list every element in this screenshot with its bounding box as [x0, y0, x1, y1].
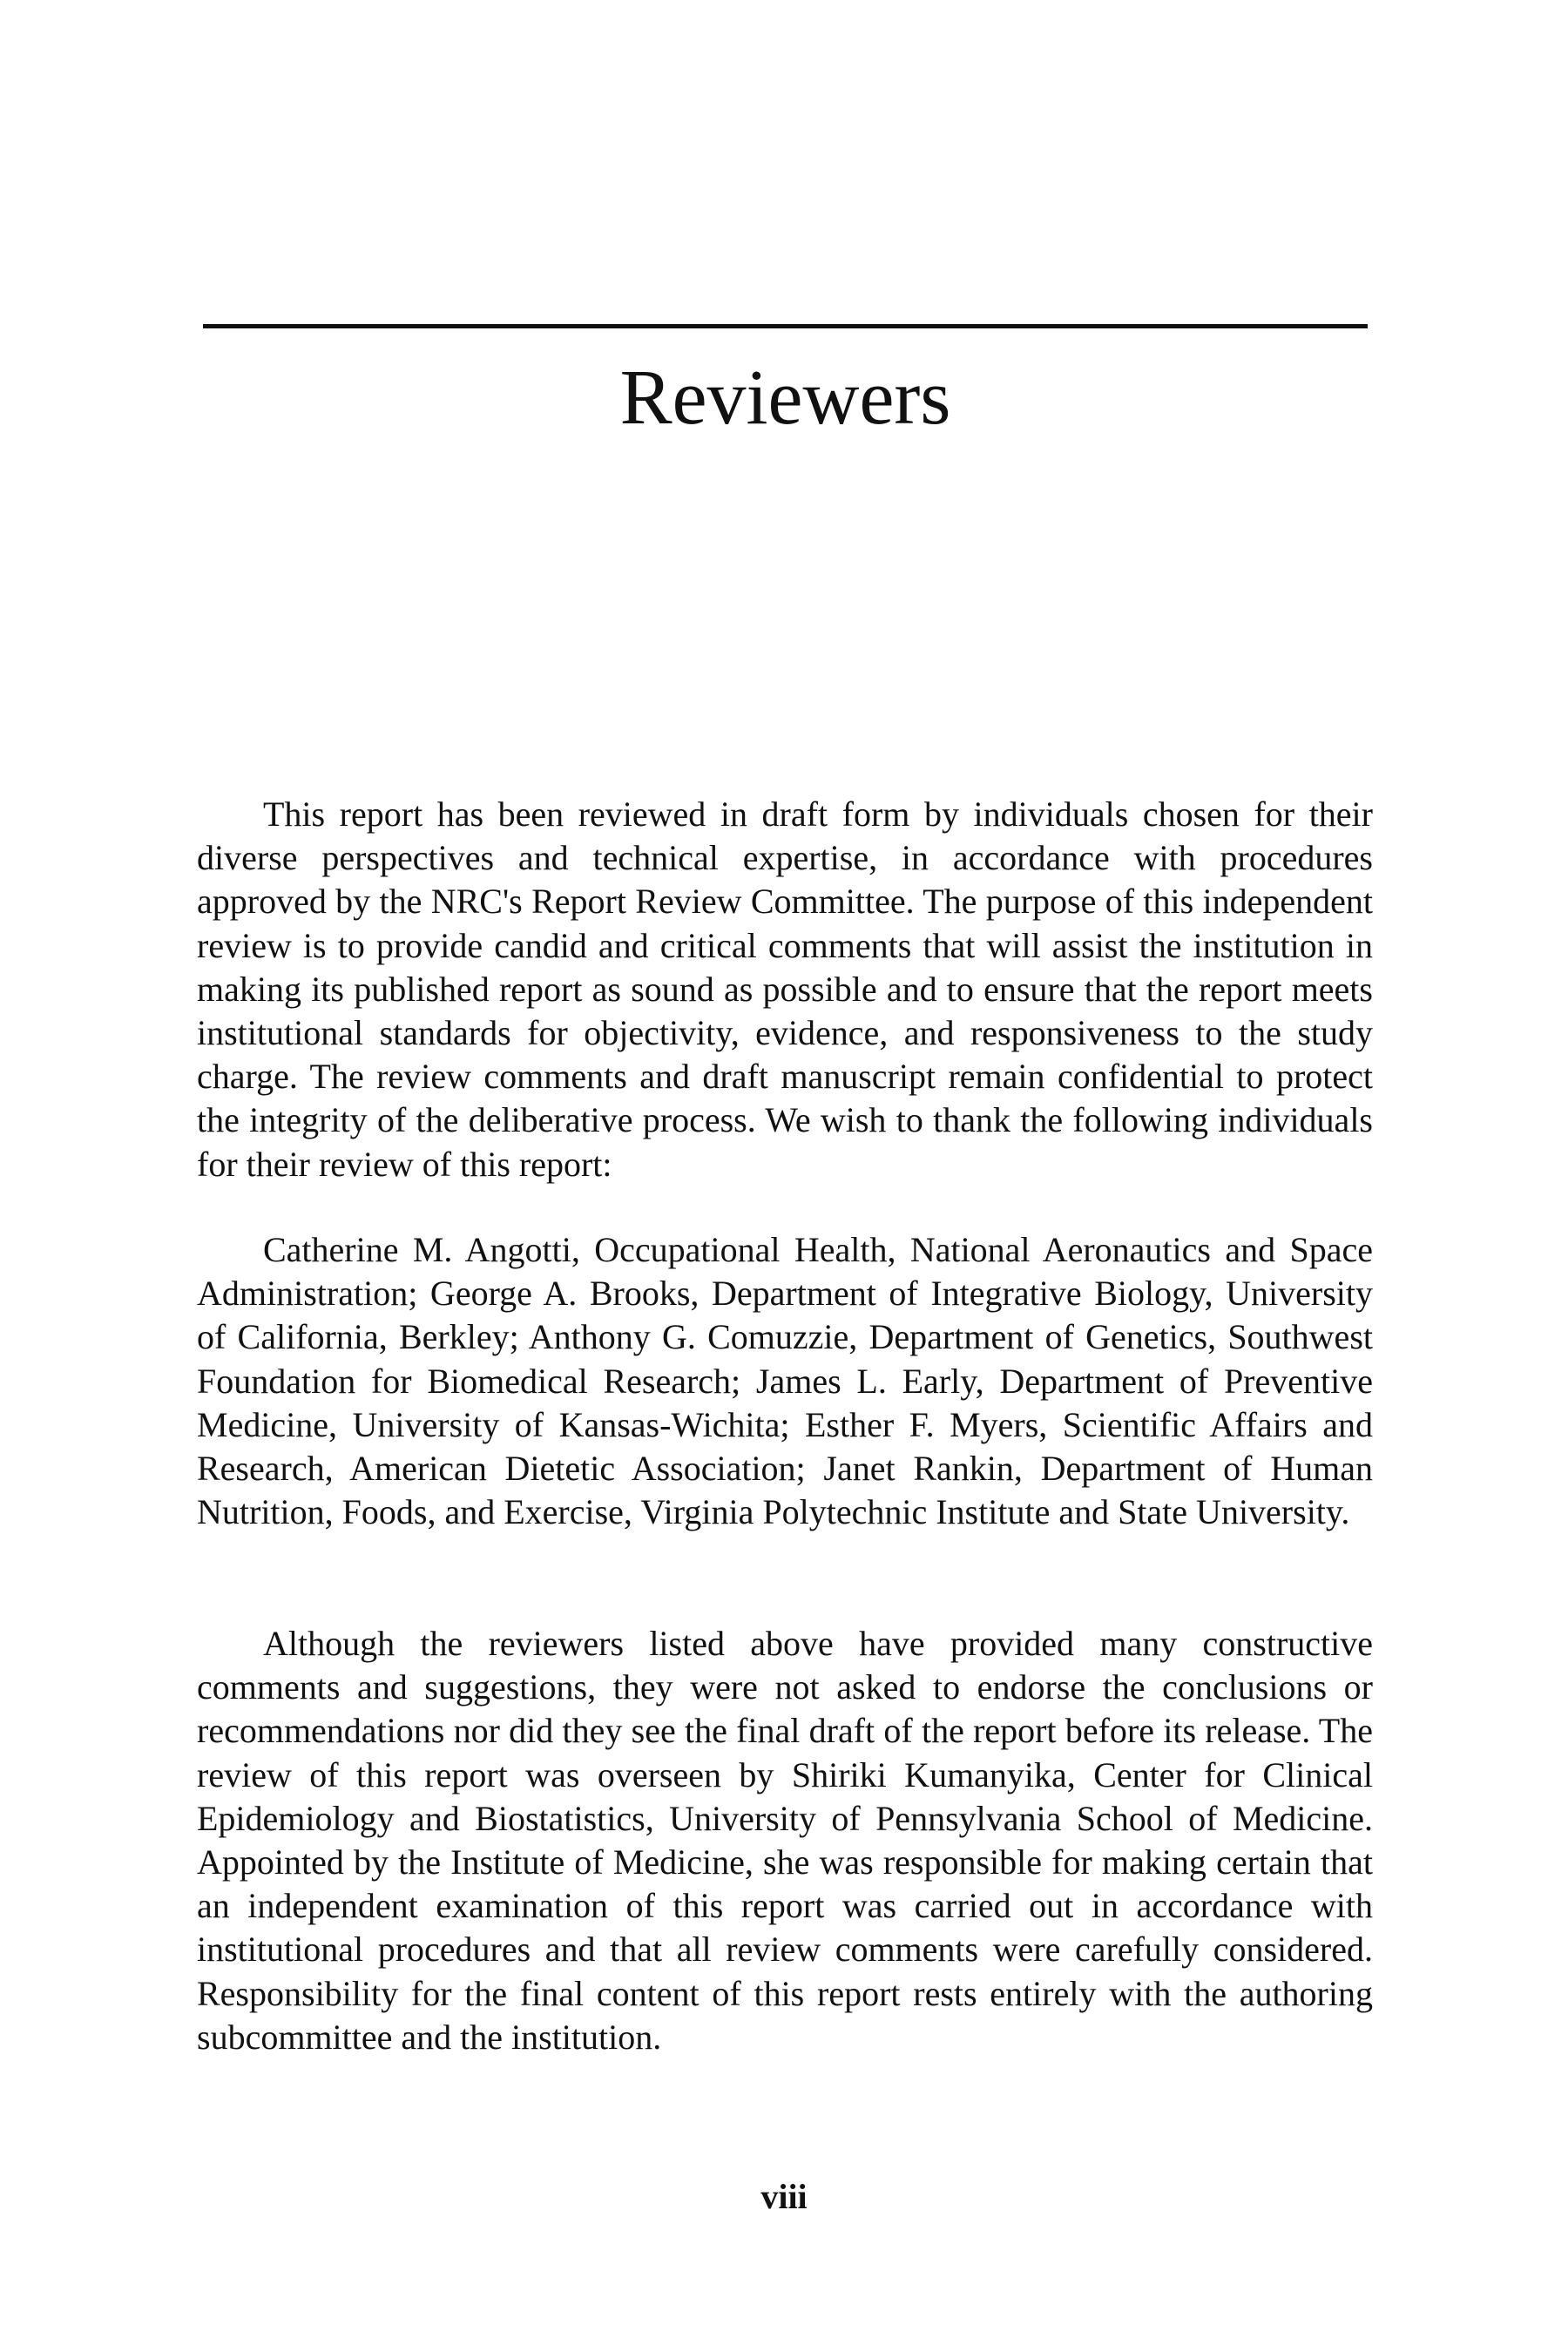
page-title: Reviewers	[619, 355, 951, 441]
intro-paragraph: This report has been reviewed in draft form by individuals chosen for their diverse perspectives and technical expertise, in accordance with procedures approved by the NRC's Report Review Committee. The purpose of this independent review is to provide candid and critical comments that will assist the institution in making its published report as sound as possible and to ensure that the report meets institutional standards for objectivity, evidence, and responsiveness to the study charge. The review comments and draft manuscript remain confidential to protect the integrity of the deliberative process. We wish to thank the following individuals for their review of this report:	[197, 794, 1373, 1184]
title-rule	[203, 324, 1368, 328]
oversight-paragraph: Although the reviewers listed above have provided many constructive comments and suggestions, they were not asked to endorse the conclusions or recommendations nor did they see the final draft of the report before its release. The review of this report was overseen by Shiriki Kumanyika, Center for Clinical Epidemiology and Biostatistics, University of Pennsylvania School of Medicine. Appointed by the Institute of Medicine, she was responsible for making certain that an independent examination of this report was carried out in accordance with institutional procedures and that all review comments were carefully considered. Responsibility for the final content of this report rests entirely with the authoring subcommittee and the institution.	[197, 1624, 1373, 2057]
page-number: viii	[760, 2177, 808, 2216]
reviewer-list-paragraph: Catherine M. Angotti, Occupational Health, National Aeronautics and Space Administration; George A. Brooks, Department of Integrative Biology, University of California, Berkley; Anthony G. Comuzzie, Department of Genetics, Southwest Foundation for Biomedical Research; James L. Early, Department of Preventive Medicine, University of Kansas-Wichita; Esther F. Myers, Scientific Affairs and Research, American Dietetic Association; Janet Rankin, Department of Human Nutrition, Foods, and Exercise, Virginia Polytechnic Institute and State University.	[197, 1230, 1373, 1532]
